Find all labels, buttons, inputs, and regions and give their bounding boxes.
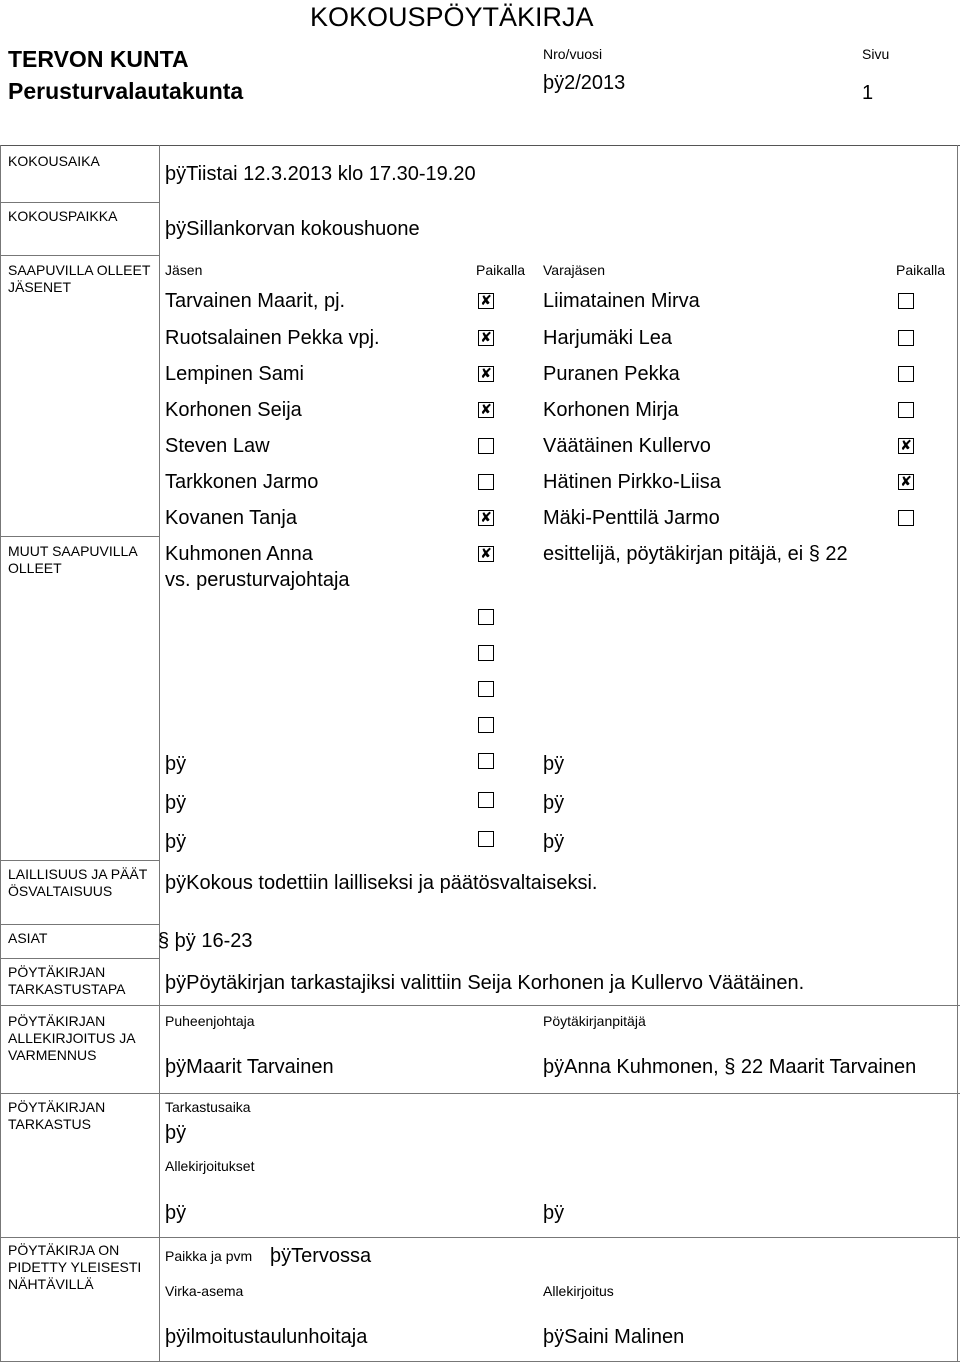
other-attendee-title: vs. perusturvajohtaja bbox=[165, 569, 350, 591]
extra-attendee-right: þÿ bbox=[543, 753, 565, 775]
review-label: PÖYTÄKIRJAN TARKASTUS bbox=[8, 1099, 106, 1132]
member-present-checkbox: ✘ bbox=[478, 293, 494, 309]
inspectors-value: þÿPöytäkirjan tarkastajiksi valittiin Seija Korhonen ja Kullervo Väätäinen. bbox=[165, 972, 805, 994]
member-present-checkbox: ✘ bbox=[478, 366, 494, 382]
signer-name: þÿSaini Malinen bbox=[543, 1326, 685, 1348]
chair-label: Puheenjohtaja bbox=[165, 1013, 255, 1029]
meeting-time-value: þÿTiistai 12.3.2013 klo 17.30-19.20 bbox=[165, 163, 476, 185]
present-column-header: Paikalla bbox=[476, 262, 526, 278]
page-number: 1 bbox=[862, 82, 874, 104]
meeting-place-value: þÿSillankorvan kokoushuone bbox=[165, 218, 420, 240]
deputy-present-checkbox bbox=[898, 402, 914, 418]
other-attendee-name: Kuhmonen Anna bbox=[165, 543, 313, 565]
member-column-header: Jäsen bbox=[165, 262, 203, 278]
other-attendee-role: esittelijä, pöytäkirjan pitäjä, ei § 22 bbox=[543, 543, 848, 565]
place-date-label: Paikka ja pvm bbox=[165, 1248, 253, 1264]
deputy-present-column-header: Paikalla bbox=[896, 262, 946, 278]
member-present-checkbox bbox=[478, 474, 494, 490]
review-time-value: þÿ bbox=[165, 1122, 187, 1144]
public-display-label: PÖYTÄKIRJA ON PIDETTY YLEISESTI NÄHTÄVILLÄ bbox=[8, 1242, 142, 1292]
organization-name: TERVON KUNTA bbox=[8, 46, 189, 72]
review-time-label: Tarkastusaika bbox=[165, 1099, 251, 1115]
page-label: Sivu bbox=[862, 46, 890, 62]
member-name: Kovanen Tanja bbox=[165, 507, 297, 529]
secretary-name: þÿAnna Kuhmonen, § 22 Maarit Tarvainen bbox=[543, 1056, 917, 1078]
empty-checkbox bbox=[478, 753, 494, 769]
empty-checkbox bbox=[478, 681, 494, 697]
extra-attendee-left: þÿ bbox=[165, 792, 187, 814]
extra-attendee-left: þÿ bbox=[165, 831, 187, 853]
empty-checkbox bbox=[478, 609, 494, 625]
number-value: þÿ2/2013 bbox=[543, 72, 626, 94]
extra-attendee-right: þÿ bbox=[543, 792, 565, 814]
deputy-column-header: Varajäsen bbox=[543, 262, 606, 278]
member-name: Ruotsalainen Pekka vpj. bbox=[165, 327, 380, 349]
position-label: Virka-asema bbox=[165, 1283, 244, 1299]
deputy-present-checkbox bbox=[898, 293, 914, 309]
chair-name: þÿMaarit Tarvainen bbox=[165, 1056, 334, 1078]
legality-value: þÿKokous todettiin lailliseksi ja päätösvaltaiseksi. bbox=[165, 872, 598, 894]
member-name: Korhonen Seija bbox=[165, 399, 302, 421]
position-value: þÿilmoitustaulunhoitaja bbox=[165, 1326, 368, 1348]
deputy-name: Korhonen Mirja bbox=[543, 399, 679, 421]
member-present-checkbox bbox=[478, 438, 494, 454]
review-signature-right: þÿ bbox=[543, 1202, 565, 1224]
meeting-time-label: KOKOUSAIKA bbox=[8, 153, 100, 169]
number-label: Nro/vuosi bbox=[543, 46, 603, 62]
attendance-section-label: SAAPUVILLA OLLEET JÄSENET bbox=[8, 262, 151, 295]
secretary-label: Pöytäkirjanpitäjä bbox=[543, 1013, 646, 1029]
extra-attendee-right: þÿ bbox=[543, 831, 565, 853]
legality-label: LAILLISUUS JA PÄÄTÖSVALTAISUUS bbox=[8, 866, 148, 899]
review-signature-left: þÿ bbox=[165, 1202, 187, 1224]
member-name: Steven Law bbox=[165, 435, 270, 457]
deputy-present-checkbox: ✘ bbox=[898, 474, 914, 490]
member-name: Tarvainen Maarit, pj. bbox=[165, 290, 346, 312]
deputy-present-checkbox: ✘ bbox=[898, 438, 914, 454]
deputy-name: Puranen Pekka bbox=[543, 363, 680, 385]
empty-checkbox bbox=[478, 717, 494, 733]
inspectors-label: PÖYTÄKIRJAN TARKASTUSTAPA bbox=[8, 964, 126, 997]
empty-checkbox bbox=[478, 792, 494, 808]
deputy-present-checkbox bbox=[898, 330, 914, 346]
signatures-label: PÖYTÄKIRJAN ALLEKIRJOITUS JA VARMENNUS bbox=[8, 1013, 135, 1063]
signer-label: Allekirjoitus bbox=[543, 1283, 614, 1299]
meeting-place-label: KOKOUSPAIKKA bbox=[8, 208, 118, 224]
deputy-name: Väätäinen Kullervo bbox=[543, 435, 711, 457]
deputy-name: Liimatainen Mirva bbox=[543, 290, 700, 312]
member-name: Tarkkonen Jarmo bbox=[165, 471, 319, 493]
document-title: KOKOUSPÖYTÄKIRJA bbox=[310, 2, 594, 32]
deputy-name: Hätinen Pirkko-Liisa bbox=[543, 471, 721, 493]
deputy-present-checkbox bbox=[898, 510, 914, 526]
member-present-checkbox: ✘ bbox=[478, 402, 494, 418]
items-value: § þÿ 16-23 bbox=[158, 930, 253, 952]
empty-checkbox bbox=[478, 645, 494, 661]
board-name: Perusturvalautakunta bbox=[8, 78, 244, 104]
place-date-value: þÿTervossa bbox=[270, 1245, 372, 1267]
extra-attendee-left: þÿ bbox=[165, 753, 187, 775]
deputy-name: Harjumäki Lea bbox=[543, 327, 672, 349]
member-present-checkbox: ✘ bbox=[478, 330, 494, 346]
others-section-label: MUUT SAAPUVILLA OLLEET bbox=[8, 543, 137, 576]
empty-checkbox bbox=[478, 831, 494, 847]
member-present-checkbox: ✘ bbox=[478, 510, 494, 526]
deputy-present-checkbox bbox=[898, 366, 914, 382]
other-attendee-present-checkbox: ✘ bbox=[478, 546, 494, 562]
items-label: ASIAT bbox=[8, 930, 48, 946]
deputy-name: Mäki-Penttilä Jarmo bbox=[543, 507, 720, 529]
review-signatures-label: Allekirjoitukset bbox=[165, 1158, 255, 1174]
member-name: Lempinen Sami bbox=[165, 363, 304, 385]
